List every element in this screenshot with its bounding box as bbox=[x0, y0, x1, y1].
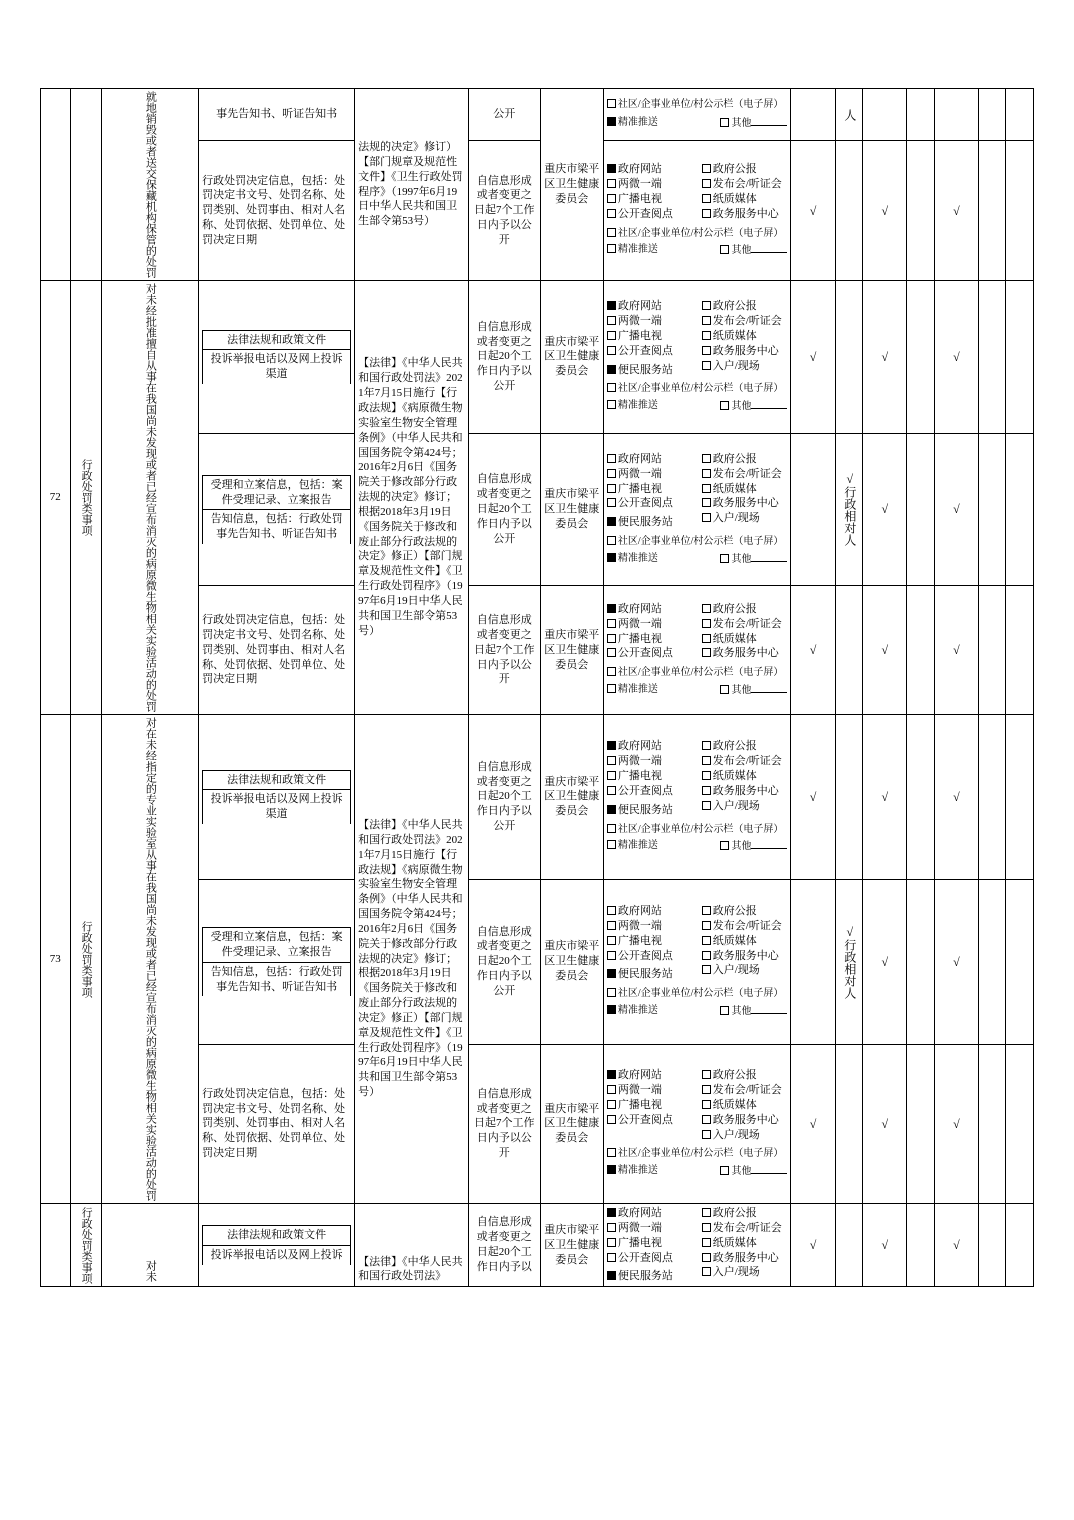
mark-cell bbox=[835, 1204, 862, 1287]
checkbox-public-read[interactable] bbox=[607, 1253, 616, 1262]
checkbox-gov-site[interactable] bbox=[607, 604, 616, 613]
mark-cell: √ bbox=[863, 879, 907, 1044]
checkbox-gov-gazette[interactable] bbox=[702, 741, 711, 750]
mark-cell: √ bbox=[863, 433, 907, 586]
checkbox-other[interactable] bbox=[720, 1166, 729, 1175]
checkbox-other[interactable] bbox=[720, 841, 729, 850]
mark-cell bbox=[907, 89, 934, 141]
disclosure-time: 自信息形成或者变更之日起20个工作日内予以 bbox=[468, 1204, 540, 1287]
row-item: 对在未经指定的专业实验室从事在我国尚未发现或者已经宣布消灭的病原微生物相关实验活动的处罚 bbox=[102, 715, 199, 1204]
checkbox-paper-media[interactable] bbox=[702, 1238, 711, 1247]
disclosure-time: 自信息形成或者变更之日起20个工作日内予以公开 bbox=[468, 433, 540, 586]
disclosure-org: 重庆市梁平区卫生健康委员会 bbox=[540, 715, 603, 880]
checkbox-press-conf[interactable] bbox=[702, 469, 711, 478]
row-category: 行政处罚类事项 bbox=[70, 1204, 102, 1287]
mark-cell: √ bbox=[791, 1044, 835, 1203]
disclosure-org: 重庆市梁平区卫生健康委员会 bbox=[540, 1044, 603, 1203]
checkbox-weibo-weixin[interactable] bbox=[607, 1223, 616, 1232]
mark-cell: √ bbox=[791, 1204, 835, 1287]
checkbox-convenience[interactable] bbox=[607, 517, 616, 526]
checkbox-press-conf[interactable] bbox=[702, 921, 711, 930]
mark-cell bbox=[835, 1044, 862, 1203]
row-item: 对未经批准擅自从事在我国尚未发现或者已经宣布消灭的病原微生物相关实验活动的处罚 bbox=[102, 281, 199, 715]
mark-cell: √ bbox=[934, 141, 978, 281]
mark-cell bbox=[979, 281, 1006, 434]
disclosure-time: 自信息形成或者变更之日起20个工作日内予以公开 bbox=[468, 879, 540, 1044]
checkbox-gov-site[interactable] bbox=[607, 1208, 616, 1217]
content-line: 投诉举报电话以及网上投诉渠道 bbox=[203, 350, 351, 384]
row-item: 就地销毁或者送交保藏机构保管的处罚 bbox=[102, 89, 199, 281]
checkbox-paper-media[interactable] bbox=[702, 194, 711, 203]
checkbox-gov-gazette[interactable] bbox=[702, 454, 711, 463]
content-line: 投诉举报电话以及网上投诉渠道 bbox=[203, 790, 351, 824]
mark-cell bbox=[979, 433, 1006, 586]
mark-cell bbox=[1006, 715, 1034, 880]
mark-cell bbox=[907, 586, 934, 715]
checkbox-precise-push[interactable] bbox=[607, 1165, 616, 1174]
disclosure-content bbox=[199, 1204, 355, 1287]
checkbox-door-to-door[interactable] bbox=[702, 513, 711, 522]
checkbox-community[interactable] bbox=[607, 667, 616, 676]
mark-cell: √ bbox=[863, 1204, 907, 1287]
mark-cell bbox=[1006, 433, 1034, 586]
mark-cell: √ bbox=[791, 141, 835, 281]
disclosure-org: 重庆市梁平区卫生健康委员会 bbox=[540, 1204, 603, 1287]
other-input[interactable] bbox=[751, 683, 787, 693]
checkbox-gov-site[interactable] bbox=[607, 454, 616, 463]
checkbox-community[interactable] bbox=[607, 988, 616, 997]
content-line: 告知信息，包括：行政处罚事先告知书、听证告知书 bbox=[203, 510, 351, 544]
disclosure-time: 自信息形成或者变更之日起7个工作日内予以公开 bbox=[468, 586, 540, 715]
mark-cell bbox=[907, 1204, 934, 1287]
disclosure-channel: 政府网站 两微一端 广播电视 公开查阅点 政府公报 发布会/听证会 纸质媒体 政务服务中心 入户/现场 社区/企事业单位/村公示栏（电子屏） 精准推送 其他 bbox=[603, 1044, 791, 1203]
checkbox-public-read[interactable] bbox=[607, 346, 616, 355]
checkbox-weibo-weixin[interactable] bbox=[607, 469, 616, 478]
checkbox-press-conf[interactable] bbox=[702, 1085, 711, 1094]
checkbox-broadcast[interactable] bbox=[607, 331, 616, 340]
table-row bbox=[41, 89, 1034, 141]
disclosure-content: 事先告知书、听证告知书 bbox=[199, 89, 355, 141]
checkbox-press-conf[interactable] bbox=[702, 756, 711, 765]
row-number bbox=[41, 1204, 71, 1287]
mark-cell bbox=[835, 586, 862, 715]
checkbox-gov-gazette[interactable] bbox=[702, 604, 711, 613]
checkbox-other[interactable] bbox=[720, 245, 729, 254]
checkbox-convenience[interactable] bbox=[607, 365, 616, 374]
disclosure-channel: 政府网站 两微一端 广播电视 公开查阅点 便民服务站 政府公报 发布会/听证会 纸质媒体 政务服务中心 入户/现场 bbox=[603, 1204, 791, 1287]
content-line: 受理和立案信息，包括：案件受理记录、立案报告 bbox=[203, 475, 351, 510]
checkbox-door-to-door[interactable] bbox=[702, 361, 711, 370]
mark-cell bbox=[979, 586, 1006, 715]
disclosure-org: 重庆市梁平区卫生健康委员会 bbox=[540, 433, 603, 586]
checkbox-door-to-door[interactable] bbox=[702, 1130, 711, 1139]
mark-cell bbox=[907, 715, 934, 880]
disclosure-org: 重庆市梁平区卫生健康委员会 bbox=[540, 89, 603, 281]
checkbox-precise-push[interactable] bbox=[607, 117, 616, 126]
checkbox-other[interactable] bbox=[720, 685, 729, 694]
mark-cell: √ bbox=[934, 879, 978, 1044]
checkbox-community[interactable] bbox=[607, 228, 616, 237]
checkbox-paper-media[interactable] bbox=[702, 1100, 711, 1109]
content-line: 告知信息，包括：行政处罚事先告知书、听证告知书 bbox=[203, 962, 351, 996]
checkbox-precise-push[interactable] bbox=[607, 400, 616, 409]
legal-basis: 法规的决定》修订）【部门规章及规范性文件】《卫生行政处罚程序》（1997年6月19日中华人民共和国卫生部令第53号） bbox=[355, 89, 469, 281]
content-line: 投诉举报电话以及网上投诉 bbox=[203, 1246, 351, 1265]
disclosure-channel: 政府网站 两微一端 广播电视 公开查阅点 政府公报 发布会/听证会 纸质媒体 政务服务中心 社区/企事业单位/村公示栏（电子屏） 精准推送 其他 bbox=[603, 141, 791, 281]
checkbox-press-conf[interactable] bbox=[702, 316, 711, 325]
other-input[interactable] bbox=[751, 1164, 787, 1174]
checkbox-weibo-weixin[interactable] bbox=[607, 619, 616, 628]
mark-cell: √ bbox=[863, 281, 907, 434]
disclosure-content: 行政处罚决定信息，包括：处罚决定书文号、处罚名称、处罚类别、处罚事由、相对人名称、处罚依据、处罚单位、处罚决定日期 bbox=[199, 1044, 355, 1203]
checkbox-press-conf[interactable] bbox=[702, 179, 711, 188]
checkbox-paper-media[interactable] bbox=[702, 484, 711, 493]
checkbox-public-read[interactable] bbox=[607, 951, 616, 960]
checkbox-other[interactable] bbox=[720, 118, 729, 127]
mark-cell: √ bbox=[863, 586, 907, 715]
checkbox-press-conf[interactable] bbox=[702, 1223, 711, 1232]
checkbox-convenience[interactable] bbox=[607, 1271, 616, 1280]
mark-cell bbox=[979, 141, 1006, 281]
disclosure-channel: 政府网站 两微一端 广播电视 公开查阅点 便民服务站 政府公报 发布会/听证会 纸质媒体 政务服务中心 入户/现场 社区/企事业单位/村公示栏（电子屏） 精准推送 其他 bbox=[603, 879, 791, 1044]
checkbox-weibo-weixin[interactable] bbox=[607, 921, 616, 930]
checkbox-broadcast[interactable] bbox=[607, 634, 616, 643]
disclosure-table bbox=[40, 88, 1034, 1287]
mark-cell: √ bbox=[934, 715, 978, 880]
checkbox-gov-service-center[interactable] bbox=[702, 209, 711, 218]
checkbox-precise-push[interactable] bbox=[607, 840, 616, 849]
mark-cell bbox=[835, 141, 862, 281]
mark-cell: √行政相对人 bbox=[835, 879, 862, 1044]
mark-cell bbox=[907, 879, 934, 1044]
disclosure-time: 公开 bbox=[468, 89, 540, 141]
checkbox-weibo-weixin[interactable] bbox=[607, 756, 616, 765]
mark-cell bbox=[1006, 281, 1034, 434]
mark-cell bbox=[907, 433, 934, 586]
disclosure-time: 自信息形成或者变更之日起7个工作日内予以公开 bbox=[468, 141, 540, 281]
mark-cell bbox=[979, 1044, 1006, 1203]
mark-cell bbox=[835, 715, 862, 880]
legal-basis: 【法律】《中华人民共和国行政处罚法》2021年7月15日施行【行政法规】《病原微生物实验室生物安全管理条例》（中华人民共和国国务院令第424号；2016年2月6日《国务院关于修改部分行政法规的决定》修订；根据2018年3月19日《国务院关于修改和废止部分行政法规的决定》修正）【部门规章及规范性文件】《卫生行政处罚程序》（1997年6月19日中华人民共和国卫生部令第53号） bbox=[355, 715, 469, 1204]
checkbox-broadcast[interactable] bbox=[607, 936, 616, 945]
mark-cell: √ bbox=[934, 433, 978, 586]
checkbox-broadcast[interactable] bbox=[607, 484, 616, 493]
mark-cell bbox=[1006, 141, 1034, 281]
checkbox-gov-service-center[interactable] bbox=[702, 786, 711, 795]
mark-cell: √ bbox=[863, 1044, 907, 1203]
other-input[interactable] bbox=[751, 552, 787, 562]
disclosure-content bbox=[199, 281, 355, 434]
disclosure-content: 行政处罚决定信息，包括：处罚决定书文号、处罚名称、处罚类别、处罚事由、相对人名称、处罚依据、处罚单位、处罚决定日期 bbox=[199, 141, 355, 281]
disclosure-content bbox=[199, 715, 355, 880]
mark-cell: 人 bbox=[835, 89, 862, 141]
mark-cell bbox=[907, 1044, 934, 1203]
checkbox-paper-media[interactable] bbox=[702, 331, 711, 340]
checkbox-door-to-door[interactable] bbox=[702, 965, 711, 974]
mark-cell bbox=[835, 281, 862, 434]
disclosure-channel: 政府网站 两微一端 广播电视 公开查阅点 便民服务站 政府公报 发布会/听证会 纸质媒体 政务服务中心 入户/现场 社区/企事业单位/村公示栏（电子屏） 精准推送 其他 bbox=[603, 715, 791, 880]
checkbox-community[interactable] bbox=[607, 536, 616, 545]
mark-cell bbox=[907, 141, 934, 281]
other-input[interactable] bbox=[751, 243, 787, 253]
legal-basis: 【法律】《中华人民共和国行政处罚法》2021年7月15日施行【行政法规】《病原微生物实验室生物安全管理条例》（中华人民共和国国务院令第424号；2016年2月6日《国务院关于修改部分行政法规的决定》修订；根据2018年3月19日《国务院关于修改和废止部分行政法规的决定》修正）【部门规章及规范性文件】《卫生行政处罚程序》（1997年6月19日中华人民共和国卫生部令第53号） bbox=[355, 281, 469, 715]
mark-cell: √行政相对人 bbox=[835, 433, 862, 586]
content-line: 受理和立案信息，包括：案件受理记录、立案报告 bbox=[203, 928, 351, 963]
disclosure-org: 重庆市梁平区卫生健康委员会 bbox=[540, 586, 603, 715]
mark-cell bbox=[791, 89, 835, 141]
checkbox-gov-site[interactable] bbox=[607, 906, 616, 915]
checkbox-broadcast[interactable] bbox=[607, 1238, 616, 1247]
other-input[interactable] bbox=[751, 1004, 787, 1014]
mark-cell bbox=[1006, 1204, 1034, 1287]
disclosure-org: 重庆市梁平区卫生健康委员会 bbox=[540, 281, 603, 434]
checkbox-door-to-door[interactable] bbox=[702, 801, 711, 810]
row-number: 73 bbox=[41, 715, 71, 1204]
checkbox-gov-site[interactable] bbox=[607, 301, 616, 310]
checkbox-gov-gazette[interactable] bbox=[702, 906, 711, 915]
checkbox-gov-gazette[interactable] bbox=[702, 164, 711, 173]
checkbox-precise-push[interactable] bbox=[607, 553, 616, 562]
content-line: 法律法规和政策文件 bbox=[203, 1226, 351, 1246]
mark-cell bbox=[979, 879, 1006, 1044]
mark-cell bbox=[791, 879, 835, 1044]
checkbox-precise-push[interactable] bbox=[607, 244, 616, 253]
mark-cell: √ bbox=[791, 281, 835, 434]
disclosure-time: 自信息形成或者变更之日起20个工作日内予以公开 bbox=[468, 281, 540, 434]
checkbox-public-read[interactable] bbox=[607, 648, 616, 657]
checkbox-gov-service-center[interactable] bbox=[702, 1115, 711, 1124]
checkbox-convenience[interactable] bbox=[607, 969, 616, 978]
checkbox-weibo-weixin[interactable] bbox=[607, 179, 616, 188]
checkbox-community[interactable] bbox=[607, 824, 616, 833]
row-category bbox=[70, 89, 102, 281]
mark-cell bbox=[1006, 1044, 1034, 1203]
checkbox-community[interactable] bbox=[607, 383, 616, 392]
checkbox-press-conf[interactable] bbox=[702, 619, 711, 628]
checkbox-paper-media[interactable] bbox=[702, 634, 711, 643]
checkbox-other[interactable] bbox=[720, 401, 729, 410]
checkbox-precise-push[interactable] bbox=[607, 1005, 616, 1014]
row-number bbox=[41, 89, 71, 281]
checkbox-door-to-door[interactable] bbox=[702, 1267, 711, 1276]
mark-cell: √ bbox=[934, 586, 978, 715]
mark-cell bbox=[1006, 879, 1034, 1044]
mark-cell bbox=[1006, 586, 1034, 715]
mark-cell bbox=[791, 433, 835, 586]
checkbox-gov-service-center[interactable] bbox=[702, 498, 711, 507]
table-row bbox=[41, 715, 1034, 880]
checkbox-gov-site[interactable] bbox=[607, 1070, 616, 1079]
row-number: 72 bbox=[41, 281, 71, 715]
checkbox-gov-service-center[interactable] bbox=[702, 648, 711, 657]
other-input[interactable] bbox=[751, 116, 787, 126]
mark-cell bbox=[979, 715, 1006, 880]
mark-cell bbox=[863, 89, 907, 141]
disclosure-content bbox=[199, 879, 355, 1044]
table-row bbox=[41, 1204, 1034, 1287]
mark-cell: √ bbox=[863, 141, 907, 281]
checkbox-broadcast[interactable] bbox=[607, 771, 616, 780]
disclosure-channel: 社区/企事业单位/村公示栏（电子屏） 精准推送 其他 bbox=[603, 89, 791, 141]
checkbox-broadcast[interactable] bbox=[607, 194, 616, 203]
checkbox-gov-gazette[interactable] bbox=[702, 1208, 711, 1217]
legal-basis: 【法律】《中华人民共和国行政处罚法》 bbox=[355, 1204, 469, 1287]
checkbox-other[interactable] bbox=[720, 1006, 729, 1015]
mark-cell bbox=[979, 89, 1006, 141]
checkbox-gov-service-center[interactable] bbox=[702, 951, 711, 960]
checkbox-gov-site[interactable] bbox=[607, 164, 616, 173]
disclosure-channel: 政府网站 两微一端 广播电视 公开查阅点 便民服务站 政府公报 发布会/听证会 纸质媒体 政务服务中心 入户/现场 社区/企事业单位/村公示栏（电子屏） 精准推送 其他 bbox=[603, 281, 791, 434]
mark-cell bbox=[979, 1204, 1006, 1287]
checkbox-weibo-weixin[interactable] bbox=[607, 316, 616, 325]
other-input[interactable] bbox=[751, 399, 787, 409]
disclosure-channel: 政府网站 两微一端 广播电视 公开查阅点 便民服务站 政府公报 发布会/听证会 纸质媒体 政务服务中心 入户/现场 社区/企事业单位/村公示栏（电子屏） 精准推送 其他 bbox=[603, 433, 791, 586]
row-item: 对未 bbox=[102, 1204, 199, 1287]
row-category: 行政处罚类事项 bbox=[70, 281, 102, 715]
disclosure-content bbox=[199, 433, 355, 586]
mark-cell: √ bbox=[791, 586, 835, 715]
checkbox-broadcast[interactable] bbox=[607, 1100, 616, 1109]
checkbox-other[interactable] bbox=[720, 554, 729, 563]
mark-cell: √ bbox=[934, 1044, 978, 1203]
table-row bbox=[41, 281, 1034, 434]
checkbox-convenience[interactable] bbox=[607, 805, 616, 814]
content-line: 法律法规和政策文件 bbox=[203, 770, 351, 790]
disclosure-channel: 政府网站 两微一端 广播电视 公开查阅点 政府公报 发布会/听证会 纸质媒体 政务服务中心 社区/企事业单位/村公示栏（电子屏） 精准推送 其他 bbox=[603, 586, 791, 715]
mark-cell: √ bbox=[934, 1204, 978, 1287]
checkbox-gov-service-center[interactable] bbox=[702, 346, 711, 355]
checkbox-precise-push[interactable] bbox=[607, 684, 616, 693]
checkbox-public-read[interactable] bbox=[607, 209, 616, 218]
checkbox-community[interactable] bbox=[607, 1148, 616, 1157]
other-input[interactable] bbox=[751, 839, 787, 849]
content-line: 法律法规和政策文件 bbox=[203, 330, 351, 350]
disclosure-time: 自信息形成或者变更之日起7个工作日内予以公开 bbox=[468, 1044, 540, 1203]
checkbox-community[interactable] bbox=[607, 99, 616, 108]
checkbox-weibo-weixin[interactable] bbox=[607, 1085, 616, 1094]
checkbox-paper-media[interactable] bbox=[702, 771, 711, 780]
checkbox-public-read[interactable] bbox=[607, 786, 616, 795]
checkbox-gov-gazette[interactable] bbox=[702, 301, 711, 310]
disclosure-org: 重庆市梁平区卫生健康委员会 bbox=[540, 879, 603, 1044]
checkbox-gov-site[interactable] bbox=[607, 741, 616, 750]
checkbox-gov-gazette[interactable] bbox=[702, 1070, 711, 1079]
checkbox-paper-media[interactable] bbox=[702, 936, 711, 945]
disclosure-content: 行政处罚决定信息，包括：处罚决定书文号、处罚名称、处罚类别、处罚事由、相对人名称、处罚依据、处罚单位、处罚决定日期 bbox=[199, 586, 355, 715]
checkbox-public-read[interactable] bbox=[607, 498, 616, 507]
disclosure-time: 自信息形成或者变更之日起20个工作日内予以公开 bbox=[468, 715, 540, 880]
mark-cell: √ bbox=[934, 281, 978, 434]
checkbox-public-read[interactable] bbox=[607, 1115, 616, 1124]
row-category: 行政处罚类事项 bbox=[70, 715, 102, 1204]
mark-cell: √ bbox=[791, 715, 835, 880]
mark-cell bbox=[907, 281, 934, 434]
mark-cell bbox=[1006, 89, 1034, 141]
checkbox-gov-service-center[interactable] bbox=[702, 1253, 711, 1262]
mark-cell bbox=[934, 89, 978, 141]
mark-cell: √ bbox=[863, 715, 907, 880]
